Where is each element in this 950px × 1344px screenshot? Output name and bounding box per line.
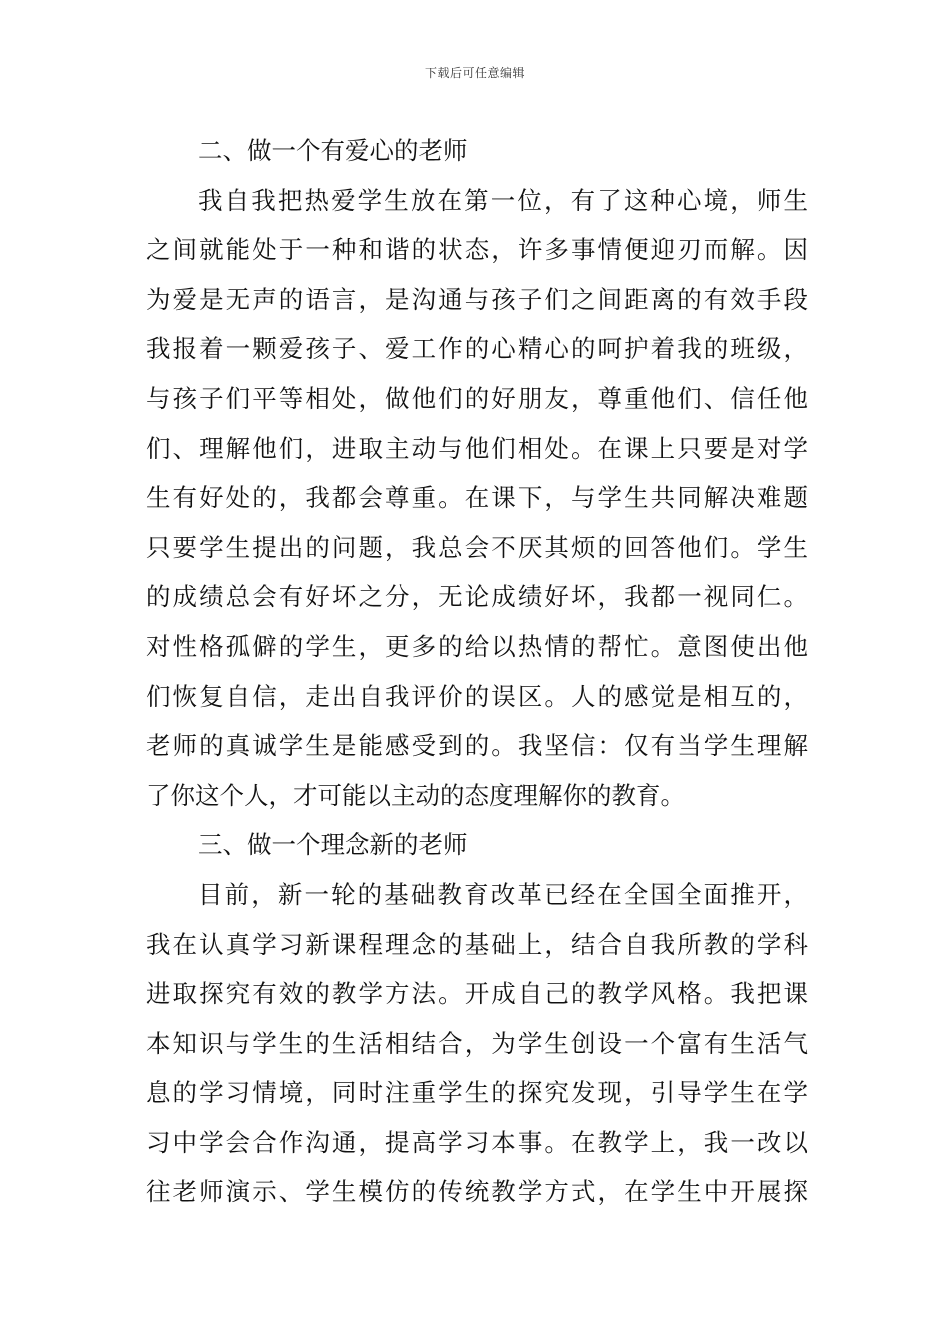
paragraph-line: 与孩子们平等相处，做他们的好朋友，尊重他们、信任他 [146, 383, 808, 413]
paragraph-line: 本知识与学生的生活相结合，为学生创设一个富有生活气 [146, 1028, 808, 1058]
section-heading: 二、做一个有爱心的老师 [198, 136, 468, 165]
paragraph-line: 往老师演示、学生模仿的传统教学方式，在学生中开展探 [146, 1177, 808, 1207]
paragraph-line: 之间就能处于一种和谐的状态，许多事情便迎刃而解。因 [146, 235, 808, 265]
paragraph-line: 的成绩总会有好坏之分，无论成绩好坏，我都一视同仁。 [146, 582, 808, 612]
paragraph-line: 息的学习情境，同时注重学生的探究发现，引导学生在学 [146, 1078, 808, 1108]
paragraph-line: 对性格孤僻的学生，更多的给以热情的帮忙。意图使出他 [146, 631, 808, 661]
paragraph-line: 进取探究有效的教学方法。开成自己的教学风格。我把课 [146, 979, 808, 1009]
paragraph-line: 我自我把热爱学生放在第一位，有了这种心境，师生 [198, 185, 808, 215]
paragraph-line: 们、理解他们，进取主动与他们相处。在课上只要是对学 [146, 433, 808, 463]
page-header: 下载后可任意编辑 [424, 66, 525, 80]
paragraph-line: 老师的真诚学生是能感受到的。我坚信：仅有当学生理解 [146, 731, 808, 761]
paragraph-line: 为爱是无声的语言，是沟通与孩子们之间距离的有效手段 [146, 284, 808, 314]
paragraph-line: 了你这个人，才可能以主动的态度理解你的教育。 [146, 780, 685, 810]
document-body [146, 126, 808, 1217]
section-heading: 三、做一个理念新的老师 [198, 830, 468, 860]
paragraph-line: 目前，新一轮的基础教育改革已经在全国全面推开， [198, 879, 808, 909]
paragraph-line: 我在认真学习新课程理念的基础上，结合自我所教的学科 [146, 929, 808, 959]
paragraph-line: 们恢复自信，走出自我评价的误区。人的感觉是相互的， [146, 681, 808, 711]
paragraph-line: 只要学生提出的问题，我总会不厌其烦的回答他们。学生 [146, 532, 808, 562]
paragraph-line: 生有好处的，我都会尊重。在课下，与学生共同解决难题 [146, 483, 808, 513]
paragraph-line: 我报着一颗爱孩子、爱工作的心精心的呵护着我的班级， [146, 334, 808, 364]
paragraph-line: 习中学会合作沟通，提高学习本事。在教学上，我一改以 [146, 1127, 808, 1157]
